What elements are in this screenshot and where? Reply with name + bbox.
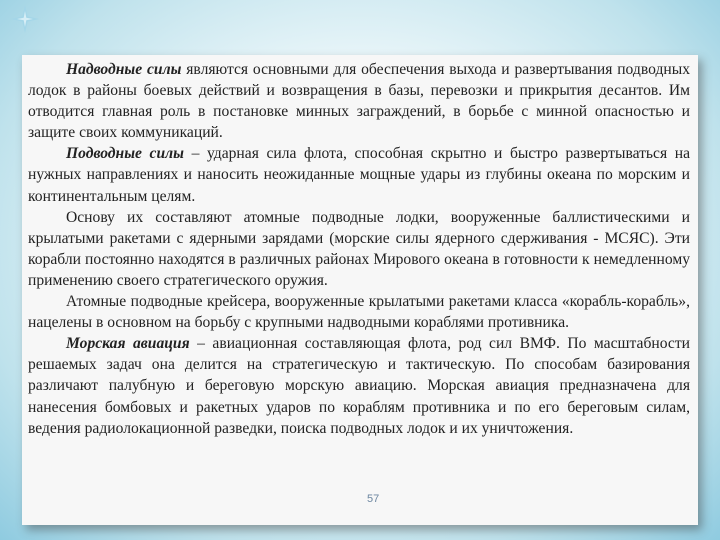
paragraph-text: Атомные подводные крейсера, вооруженные крылатыми ракетами класса «корабль-корабль», нацелены в основном на борьбу с крупными надводными кораблями противника. bbox=[28, 293, 690, 332]
body-text bbox=[28, 59, 690, 439]
paragraph-text: – авиационная составляющая флота, род сил ВМФ. По масштабности решаемых задач она делится на стратегическую и тактическую. По способам базирования различают палубную и береговую морскую авиацию. Морская авиация предназначена для нанесения бомбовых и ракетных ударов по кораблям противника и по его береговым силам, ведения радиолокационной разведки, поиска подводных лодок и их уничтожения. bbox=[28, 335, 691, 437]
paragraph-text: – ударная сила флота, способная скрытно и быстро развертываться на нужных направлениях и наносить неожиданные мощные удары из глубины океана по морским и континентальным целям. bbox=[28, 145, 691, 205]
content-panel bbox=[22, 55, 698, 525]
term-naval-aviation: Морская авиация bbox=[66, 335, 190, 353]
paragraph-text: являются основными для обеспечения выхода и развертывания подводных лодок в районы боевых действий и возвращения в базы, перевозки и прикрытия десантов. Им отводится главная роль в постановке минных заграждений, в борьбе с минной опасностью и защите своих коммуникаций. bbox=[28, 61, 690, 142]
paragraph-naval-aviation bbox=[28, 333, 690, 438]
paragraph-surface-forces bbox=[28, 59, 690, 143]
sparkle-icon bbox=[10, 4, 40, 34]
paragraph-text: Основу их составляют атомные подводные лодки, вооруженные баллистическими и крылатыми ракетами с ядерными зарядами (морские силы ядерного сдерживания - МСЯС). Эти корабли постоянно находятся в различных районах Мирового океана в готовности к немедленному применению своего стратегического оружия. bbox=[28, 208, 690, 289]
paragraph-nuclear-submarines bbox=[28, 207, 690, 291]
page-number: 57 bbox=[367, 493, 380, 505]
paragraph-submarine-forces bbox=[28, 143, 690, 206]
term-surface-forces: Надводные силы bbox=[66, 61, 182, 78]
term-submarine-forces: Подводные силы bbox=[66, 145, 184, 163]
paragraph-submarine-cruisers bbox=[28, 291, 690, 333]
